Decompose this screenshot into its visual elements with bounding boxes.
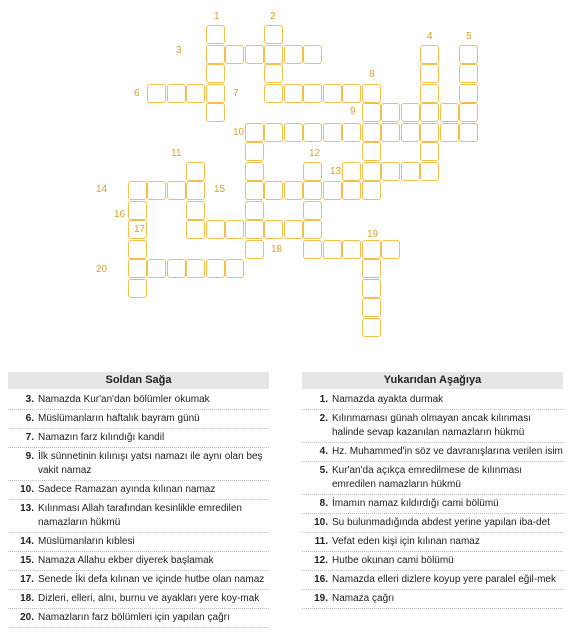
- crossword-cell[interactable]: [459, 84, 478, 103]
- crossword-cell[interactable]: [264, 181, 283, 200]
- crossword-cell[interactable]: [303, 201, 322, 220]
- down-clue-list: [302, 391, 563, 609]
- crossword-cell[interactable]: [284, 123, 303, 142]
- clue-text: Su bulunmadığında abdest yerine yapılan iba-det: [332, 517, 550, 528]
- crossword-cell[interactable]: [284, 84, 303, 103]
- crossword-cell[interactable]: [303, 45, 322, 64]
- crossword-cell[interactable]: [362, 123, 381, 142]
- crossword-cell[interactable]: [420, 64, 439, 83]
- crossword-cell[interactable]: [147, 84, 166, 103]
- clue-number: 2.: [319, 413, 328, 424]
- clue-number-label: 8: [369, 69, 375, 80]
- crossword-cell[interactable]: [245, 142, 264, 161]
- crossword-cell[interactable]: [362, 84, 381, 103]
- clue-number: 12.: [314, 555, 328, 566]
- clue-number: 15.: [20, 555, 34, 566]
- crossword-cell[interactable]: [186, 259, 205, 278]
- crossword-cell[interactable]: [303, 240, 322, 259]
- clue-text: Namazda elleri dizlere koyup yere paralel eğil-mek: [332, 574, 556, 585]
- across-clue: [8, 448, 269, 481]
- crossword-cell[interactable]: [420, 142, 439, 161]
- across-clue: [8, 500, 269, 533]
- across-clue: [8, 609, 269, 628]
- down-clue: [302, 495, 563, 514]
- crossword-cell[interactable]: [225, 259, 244, 278]
- clue-number-label: 10: [233, 127, 245, 138]
- crossword-cell[interactable]: [206, 25, 225, 44]
- clue-number: 13.: [20, 503, 34, 514]
- crossword-cell[interactable]: [206, 84, 225, 103]
- across-clue: [8, 571, 269, 590]
- crossword-cell[interactable]: [264, 25, 283, 44]
- clue-text: Senede İki defa kılınan ve içinde hutbe olan namaz: [38, 574, 265, 585]
- clue-number: 10.: [314, 517, 328, 528]
- clue-text: Namazların farz bölümleri için yapılan çağrı: [38, 612, 230, 623]
- clue-number-label: 1: [214, 11, 220, 22]
- crossword-cell[interactable]: [362, 318, 381, 337]
- crossword-cell[interactable]: [186, 84, 205, 103]
- clue-number-label: 19: [367, 229, 379, 240]
- crossword-cell[interactable]: [186, 220, 205, 239]
- crossword-cell[interactable]: [303, 162, 322, 181]
- down-clue: [302, 552, 563, 571]
- across-clue: [8, 590, 269, 609]
- clue-number: 18.: [20, 593, 34, 604]
- crossword-cell[interactable]: [206, 220, 225, 239]
- crossword-cell[interactable]: [362, 103, 381, 122]
- clue-number-label: 7: [233, 88, 239, 99]
- across-clue: [8, 533, 269, 552]
- down-clue: [302, 571, 563, 590]
- clue-text: Hutbe okunan cami bölümü: [332, 555, 454, 566]
- crossword-cell[interactable]: [420, 84, 439, 103]
- down-clue: [302, 514, 563, 533]
- crossword-cell[interactable]: [362, 162, 381, 181]
- crossword-cell[interactable]: [362, 259, 381, 278]
- crossword-cell[interactable]: [128, 201, 147, 220]
- across-clue: [8, 429, 269, 448]
- across-clues: [8, 372, 269, 628]
- crossword-cell[interactable]: [245, 201, 264, 220]
- down-clue: [302, 462, 563, 495]
- crossword-cell[interactable]: [323, 181, 342, 200]
- crossword-cell[interactable]: [284, 45, 303, 64]
- clue-text: İmamın namaz kıldırdığı cami bölümü: [332, 498, 499, 509]
- crossword-cell[interactable]: [342, 162, 361, 181]
- clue-text: Kılınmaması günah olmayan ancak kılınması halinde sevap kazanılan namazların hükmü: [332, 413, 531, 438]
- crossword-cell[interactable]: [225, 220, 244, 239]
- crossword-cell[interactable]: [206, 64, 225, 83]
- crossword-cell[interactable]: [303, 220, 322, 239]
- crossword-cell[interactable]: [323, 123, 342, 142]
- clue-number: 19.: [314, 593, 328, 604]
- crossword-cell[interactable]: [245, 162, 264, 181]
- clue-number: 6.: [25, 413, 34, 424]
- clue-number-label: 18: [271, 244, 283, 255]
- clue-number: 16.: [314, 574, 328, 585]
- crossword-cell[interactable]: [147, 181, 166, 200]
- crossword-cell[interactable]: [245, 123, 264, 142]
- crossword-cell[interactable]: [128, 259, 147, 278]
- clue-number-label: 15: [214, 184, 226, 195]
- crossword-cell[interactable]: [381, 103, 400, 122]
- crossword-cell[interactable]: [459, 45, 478, 64]
- crossword-cell[interactable]: [420, 123, 439, 142]
- crossword-cell[interactable]: [362, 298, 381, 317]
- clue-text: Namazın farz kılındığı kandil: [38, 432, 165, 443]
- down-heading: Yukarıdan Aşağıya: [302, 372, 563, 389]
- across-heading: Soldan Sağa: [8, 372, 269, 389]
- crossword-cell[interactable]: [264, 123, 283, 142]
- clue-text: Dizleri, elleri, alnı, burnu ve ayakları yere koy-mak: [38, 593, 260, 604]
- crossword-cell[interactable]: [440, 103, 459, 122]
- crossword-cell[interactable]: [342, 240, 361, 259]
- across-clue: [8, 552, 269, 571]
- crossword-cell[interactable]: [206, 45, 225, 64]
- crossword-cell[interactable]: [245, 220, 264, 239]
- across-clue-list: [8, 391, 269, 628]
- crossword-cell[interactable]: [381, 123, 400, 142]
- crossword-cell[interactable]: [342, 84, 361, 103]
- clue-text: Müslümanların kıblesi: [38, 536, 135, 547]
- crossword-cell[interactable]: [186, 162, 205, 181]
- across-clue: [8, 410, 269, 429]
- crossword-cell[interactable]: [128, 279, 147, 298]
- crossword-cell[interactable]: [381, 240, 400, 259]
- crossword-cell[interactable]: [459, 64, 478, 83]
- clue-number-label: 16: [114, 209, 126, 220]
- crossword-cell[interactable]: [420, 45, 439, 64]
- clue-text: Sadece Ramazan ayında kılınan namaz: [38, 484, 216, 495]
- crossword-cell[interactable]: [323, 84, 342, 103]
- crossword-cell[interactable]: [401, 103, 420, 122]
- down-clue: [302, 410, 563, 443]
- clue-text: Namazda Kur'an'dan bölümler okumak: [38, 394, 210, 405]
- clue-number: 7.: [25, 432, 34, 443]
- crossword-cell[interactable]: [245, 45, 264, 64]
- clue-number-label: 3: [176, 45, 182, 56]
- crossword-cell[interactable]: [420, 162, 439, 181]
- crossword-cell[interactable]: [167, 181, 186, 200]
- crossword-cell[interactable]: [264, 64, 283, 83]
- clue-text: Namazda ayakta durmak: [332, 394, 444, 405]
- crossword-cell[interactable]: [206, 103, 225, 122]
- crossword-cell[interactable]: [264, 220, 283, 239]
- clue-number-label: 20: [96, 264, 108, 275]
- clue-number: 5.: [319, 465, 328, 476]
- crossword-cell[interactable]: [245, 181, 264, 200]
- crossword-cell[interactable]: [284, 181, 303, 200]
- crossword-cell[interactable]: [206, 259, 225, 278]
- crossword-cell[interactable]: [225, 45, 244, 64]
- crossword-cell[interactable]: [303, 123, 322, 142]
- clue-number: 20.: [20, 612, 34, 623]
- clue-number-label: 11: [171, 148, 182, 159]
- crossword-cell[interactable]: [401, 162, 420, 181]
- crossword-cell[interactable]: [167, 259, 186, 278]
- clue-number: 10.: [20, 484, 34, 495]
- clue-number: 8.: [319, 498, 328, 509]
- clue-number: 4.: [319, 446, 328, 457]
- crossword-cell[interactable]: [362, 240, 381, 259]
- across-clue: [8, 481, 269, 500]
- clue-text: Müslümanların haftalık bayram günü: [38, 413, 200, 424]
- crossword-cell[interactable]: [342, 181, 361, 200]
- crossword-cell[interactable]: [303, 84, 322, 103]
- clue-number-label: 4: [427, 31, 433, 42]
- clue-number-label: 17: [134, 224, 146, 235]
- down-clues: [302, 372, 563, 609]
- down-clue: [302, 590, 563, 609]
- clue-text: Kur'an'da açıkça emredilmese de kılınması emredilen namazların hükmü: [332, 465, 523, 490]
- down-clue: [302, 391, 563, 410]
- crossword-cell[interactable]: [128, 240, 147, 259]
- crossword-cell[interactable]: [284, 220, 303, 239]
- crossword-cell[interactable]: [440, 123, 459, 142]
- crossword-cell[interactable]: [147, 259, 166, 278]
- crossword-cell[interactable]: [381, 162, 400, 181]
- crossword-cell[interactable]: [167, 84, 186, 103]
- clue-number: 3.: [25, 394, 34, 405]
- crossword-cell[interactable]: [186, 201, 205, 220]
- crossword-cell[interactable]: [362, 279, 381, 298]
- clue-number: 11.: [314, 536, 328, 547]
- crossword-cell[interactable]: [401, 123, 420, 142]
- clue-number-label: 6: [134, 88, 140, 99]
- clue-number-label: 13: [330, 166, 342, 177]
- across-clue: [8, 391, 269, 410]
- clue-number: 17.: [20, 574, 34, 585]
- clue-text: Namaza Allahu ekber diyerek başlamak: [38, 555, 214, 566]
- down-clue: [302, 443, 563, 462]
- clue-number: 9.: [25, 451, 34, 462]
- crossword-cell[interactable]: [362, 181, 381, 200]
- crossword-cell[interactable]: [459, 103, 478, 122]
- crossword-cell[interactable]: [342, 123, 361, 142]
- clue-number-label: 2: [270, 11, 276, 22]
- crossword-cell[interactable]: [303, 181, 322, 200]
- crossword-cell[interactable]: [362, 142, 381, 161]
- crossword-cell[interactable]: [264, 45, 283, 64]
- crossword-cell[interactable]: [245, 240, 264, 259]
- clue-number-label: 12: [309, 148, 321, 159]
- clue-text: Namaza çağrı: [332, 593, 395, 604]
- clue-text: Hz. Muhammed'in söz ve davranışlarına verilen isim: [332, 446, 563, 457]
- clue-number-label: 9: [350, 106, 356, 117]
- clue-text: Vefat eden kişi için kılınan namaz: [332, 536, 480, 547]
- clue-text: Kılınması Allah tarafından kesinlikle emredilen namazların hükmü: [38, 503, 242, 528]
- clue-number-label: 14: [96, 184, 108, 195]
- crossword-cell[interactable]: [264, 84, 283, 103]
- crossword-cell[interactable]: [323, 240, 342, 259]
- clue-number-label: 5: [466, 31, 472, 42]
- clue-text: İlk sünnetinin kılınışı yatsı namazı ile aynı olan beş vakit namaz: [38, 451, 263, 476]
- crossword-cell[interactable]: [128, 181, 147, 200]
- crossword-cell[interactable]: [420, 103, 439, 122]
- clue-number: 1.: [319, 394, 328, 405]
- crossword-cell[interactable]: [186, 181, 205, 200]
- clue-number: 14.: [20, 536, 34, 547]
- down-clue: [302, 533, 563, 552]
- crossword-cell[interactable]: [459, 123, 478, 142]
